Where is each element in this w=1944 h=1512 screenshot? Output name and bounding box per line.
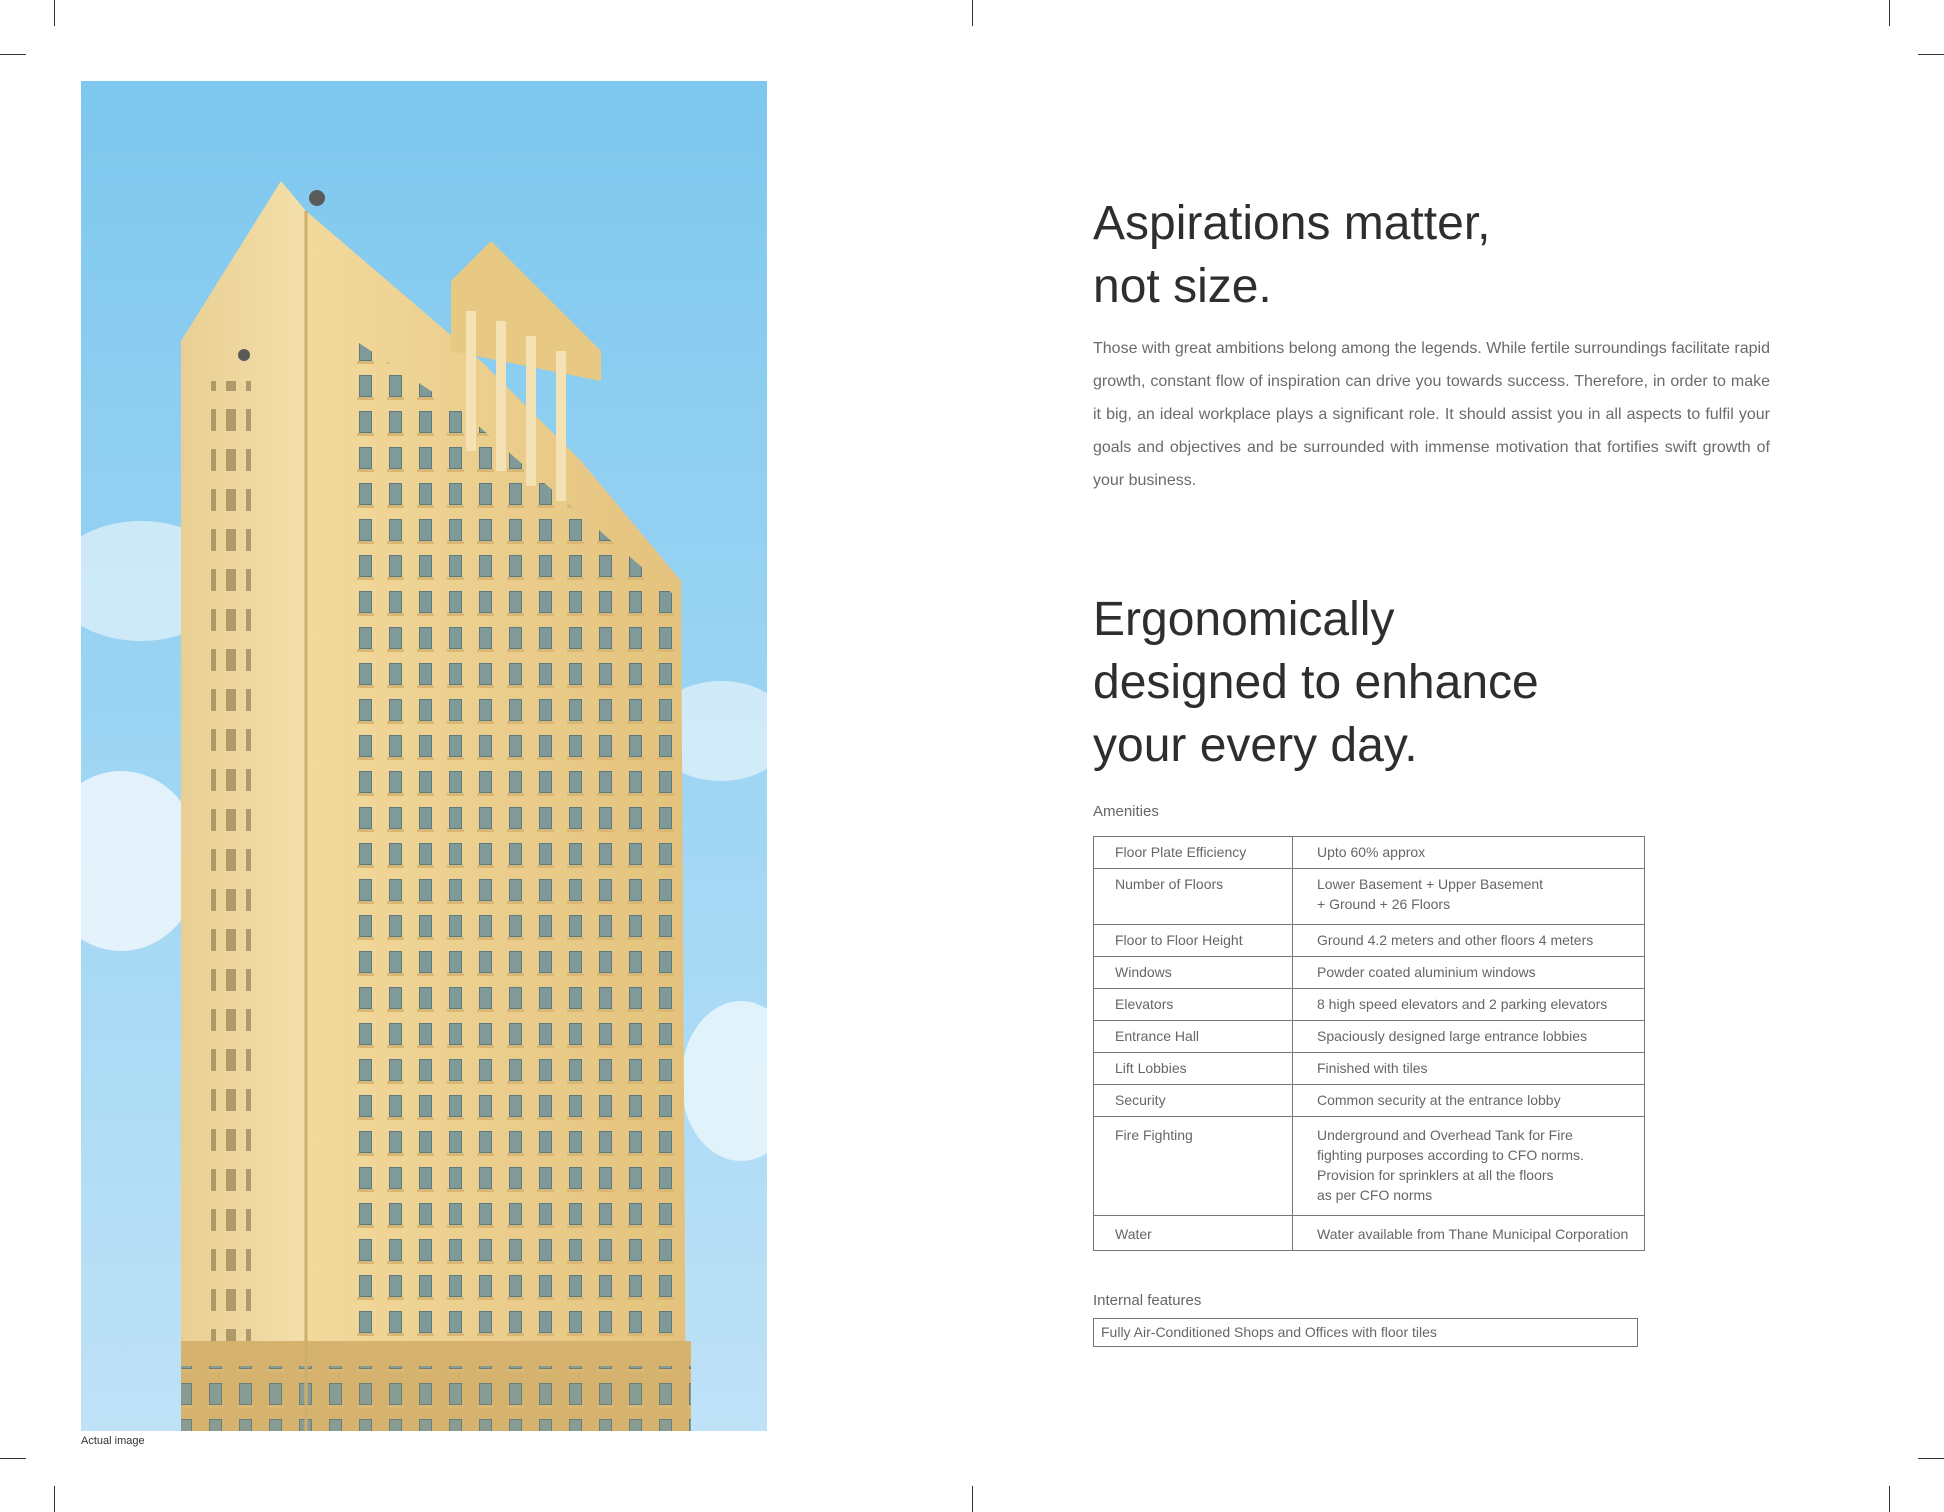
intro-paragraph: Those with great ambitions belong among the legends. While fertile surroundings facilitate rapid growth, constant flow of inspiration can drive you towards success. Therefore, in order to make it big, an ideal workplace plays a significant role. It should assist you in all aspects to fulfil your goals and objectives and be surrounded with immense motivation that fortifies swift growth of your business.: [1093, 340, 1770, 489]
amenity-value: Common security at the entrance lobby: [1293, 1085, 1645, 1117]
table-row: [1094, 1216, 1645, 1251]
crop-mark: [972, 1486, 973, 1512]
amenity-name: Number of Floors: [1094, 869, 1293, 925]
heading-line: not size.: [1093, 260, 1272, 313]
building-illustration: [81, 81, 767, 1431]
table-row: [1094, 837, 1645, 869]
crop-mark: [1889, 1486, 1890, 1512]
table-row: [1094, 989, 1645, 1021]
crop-mark: [54, 1486, 55, 1512]
amenity-value: Water available from Thane Municipal Corporation: [1293, 1216, 1645, 1251]
crop-mark: [1918, 1458, 1944, 1459]
amenity-value: Finished with tiles: [1293, 1053, 1645, 1085]
section2-heading: [1093, 588, 1539, 777]
amenity-value: Underground and Overhead Tank for Fire fighting purposes according to CFO norms. Provision for sprinklers at all the floors as per CFO norms: [1293, 1117, 1645, 1216]
crop-mark: [972, 0, 973, 26]
table-row: [1094, 925, 1645, 957]
amenity-name: Entrance Hall: [1094, 1021, 1293, 1053]
crop-mark: [54, 0, 55, 26]
amenity-name: Water: [1094, 1216, 1293, 1251]
amenity-name: Security: [1094, 1085, 1293, 1117]
crop-mark: [1889, 0, 1890, 26]
amenities-label: Amenities: [1093, 803, 1159, 820]
amenity-name: Windows: [1094, 957, 1293, 989]
amenity-value: Spaciously designed large entrance lobbies: [1293, 1021, 1645, 1053]
amenity-name: Lift Lobbies: [1094, 1053, 1293, 1085]
amenities-table: [1093, 836, 1645, 1251]
section1-heading: [1093, 192, 1491, 318]
table-row: [1094, 1053, 1645, 1085]
crop-mark: [1918, 54, 1944, 55]
amenity-name: Fire Fighting: [1094, 1117, 1293, 1216]
amenity-value: Lower Basement + Upper Basement + Ground + 26 Floors: [1293, 869, 1645, 925]
table-row: [1094, 1117, 1645, 1216]
table-row: [1094, 869, 1645, 925]
heading-line: Aspirations matter,: [1093, 197, 1491, 250]
amenity-name: Floor to Floor Height: [1094, 925, 1293, 957]
table-row: [1094, 1021, 1645, 1053]
internal-features-box: Fully Air-Conditioned Shops and Offices with floor tiles: [1093, 1318, 1638, 1347]
building-photo: [81, 81, 767, 1431]
crop-mark: [0, 1458, 26, 1459]
photo-caption: Actual image: [81, 1435, 145, 1447]
heading-line: designed to enhance: [1093, 656, 1539, 709]
crop-mark: [0, 54, 26, 55]
internal-features-label: Internal features: [1093, 1292, 1202, 1309]
heading-line: your every day.: [1093, 719, 1418, 772]
amenity-value: Ground 4.2 meters and other floors 4 meters: [1293, 925, 1645, 957]
table-row: [1094, 957, 1645, 989]
amenity-name: Elevators: [1094, 989, 1293, 1021]
amenity-value: Powder coated aluminium windows: [1293, 957, 1645, 989]
amenity-value: 8 high speed elevators and 2 parking elevators: [1293, 989, 1645, 1021]
amenity-value: Upto 60% approx: [1293, 837, 1645, 869]
heading-line: Ergonomically: [1093, 593, 1395, 646]
table-row: [1094, 1085, 1645, 1117]
amenity-name: Floor Plate Efficiency: [1094, 837, 1293, 869]
